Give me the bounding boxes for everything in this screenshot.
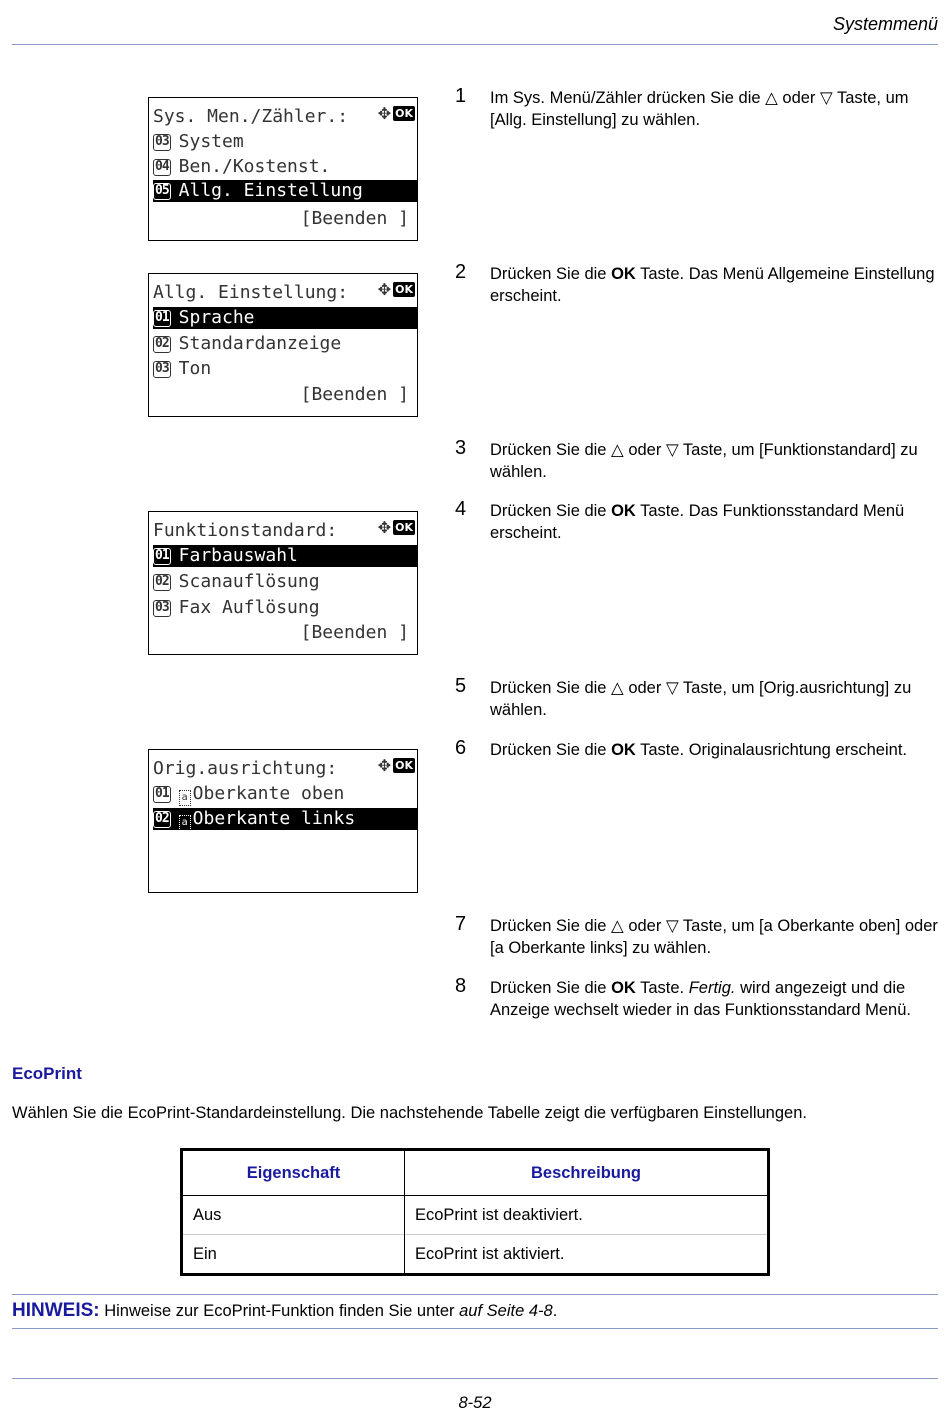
- lcd-row: 03 Fax Auflösung: [155, 597, 320, 618]
- lcd-exit-softkey: [Beenden ]: [300, 622, 409, 643]
- lcd-row-selected: 01 Farbauswahl: [153, 545, 417, 567]
- table-header-row: [182, 1150, 769, 1196]
- lcd-panel-function-default: [148, 511, 418, 655]
- table-header: Eigenschaft: [182, 1150, 405, 1196]
- footer-rule: [12, 1378, 938, 1379]
- lcd-row: 01 a Oberkante oben: [155, 783, 345, 804]
- lcd-panel-general-settings: [148, 273, 418, 417]
- table-header: Beschreibung: [405, 1150, 769, 1196]
- note: HINWEIS: Hinweise zur EcoPrint-Funktion finden Sie unter auf Seite 4-8.: [12, 1300, 558, 1321]
- step-6: 6 Drücken Sie die OK Taste. Originalausrichtung erscheint.: [455, 737, 907, 759]
- page-number: 8-52: [458, 1394, 492, 1412]
- settings-table: [180, 1148, 770, 1276]
- lcd-title: Sys. Men./Zähler.:: [153, 106, 349, 127]
- lcd-row: 03 System: [155, 131, 244, 152]
- note-rule-top: [12, 1294, 938, 1295]
- lcd-row-selected: 01 Sprache: [153, 307, 417, 329]
- table-cell: Ein: [182, 1235, 405, 1275]
- lcd-panel-sys-menu: [148, 97, 418, 241]
- lcd-row-selected: 02 a Oberkante links: [153, 808, 417, 830]
- step-8: 8 Drücken Sie die OK Taste. Fertig. wird angezeigt und die Anzeige wechselt wieder in das Funktionsstandard Menü.: [455, 975, 911, 1019]
- lcd-row: 02 Standardanzeige: [155, 333, 342, 354]
- note-link[interactable]: auf Seite 4-8: [459, 1302, 553, 1320]
- lcd-title: Funktionstandard:: [153, 520, 338, 541]
- lcd-row-selected: 05 Allg. Einstellung: [153, 180, 417, 202]
- table-cell: Aus: [182, 1196, 405, 1235]
- nav-ok-icon: ✥ OK: [377, 518, 413, 537]
- table-cell: EcoPrint ist deaktiviert.: [405, 1196, 769, 1235]
- lcd-exit-softkey: [Beenden ]: [300, 208, 409, 229]
- lcd-title: Allg. Einstellung:: [153, 282, 349, 303]
- section-title: EcoPrint: [12, 1064, 82, 1083]
- step-3: 3 Drücken Sie die △ oder ▽ Taste, um [Funktionstandard] zu wählen.: [455, 437, 918, 481]
- step-4: 4 Drücken Sie die OK Taste. Das Funktionsstandard Menü erscheint.: [455, 498, 905, 542]
- lcd-row: 03 Ton: [155, 358, 212, 379]
- step-5: 5 Drücken Sie die △ oder ▽ Taste, um [Orig.ausrichtung] zu wählen.: [455, 675, 912, 719]
- table-row: [182, 1235, 769, 1275]
- nav-ok-icon: ✥ OK: [377, 104, 413, 123]
- lcd-row: 04 Ben./Kostenst.: [155, 156, 331, 177]
- step-7: 7 Drücken Sie die △ oder ▽ Taste, um [a Oberkante oben] oder [a Oberkante links] zu wählen.: [455, 913, 938, 957]
- nav-ok-icon: ✥ OK: [377, 756, 413, 775]
- section-text: Wählen Sie die EcoPrint-Standardeinstellung. Die nachstehende Tabelle zeigt die verfügbaren Einstellungen.: [12, 1104, 807, 1122]
- note-rule-bottom: [12, 1328, 938, 1329]
- page-left-icon: a: [179, 815, 191, 831]
- table-row: [182, 1196, 769, 1235]
- lcd-title: Orig.ausrichtung:: [153, 758, 338, 779]
- page-top-icon: a: [179, 790, 191, 806]
- step-2: 2 Drücken Sie die OK Taste. Das Menü Allgemeine Einstellung erscheint.: [455, 261, 935, 305]
- table-cell: EcoPrint ist aktiviert.: [405, 1235, 769, 1275]
- lcd-panel-orig-orientation: [148, 749, 418, 893]
- header-title: Systemmenü: [832, 14, 938, 34]
- lcd-row: 02 Scanauflösung: [155, 571, 320, 592]
- note-label: HINWEIS:: [12, 1300, 100, 1321]
- header-rule: [12, 44, 938, 45]
- step-1: 1 Im Sys. Menü/Zähler drücken Sie die △ oder ▽ Taste, um [Allg. Einstellung] zu wählen.: [455, 85, 909, 129]
- nav-ok-icon: ✥ OK: [377, 280, 413, 299]
- lcd-exit-softkey: [Beenden ]: [300, 384, 409, 405]
